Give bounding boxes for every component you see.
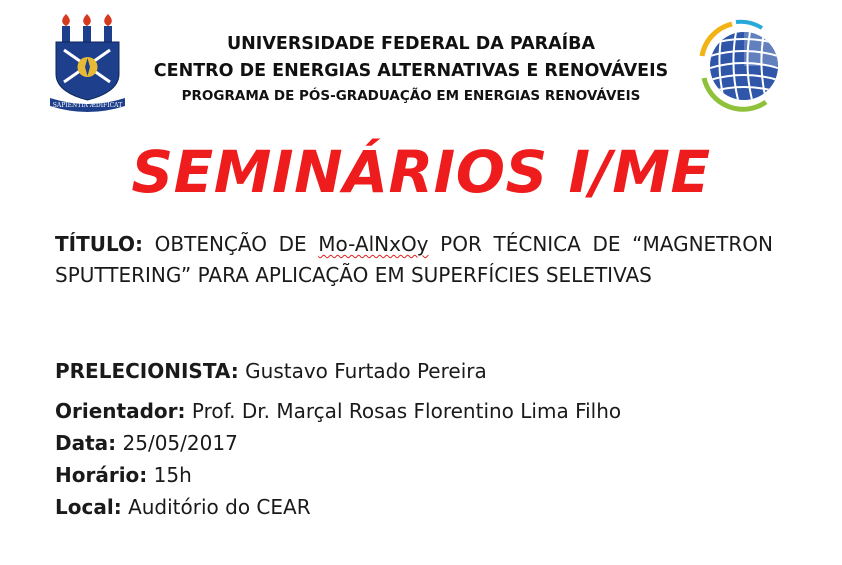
- speaker-row: [55, 359, 487, 383]
- time-row: [55, 463, 192, 487]
- title-text-post: POR TÉCNICA DE “MAGNETRON SPUTTERING” PARA APLICAÇÃO EM SUPERFÍCIES SELETIVAS: [55, 232, 773, 287]
- title-text-pre: OBTENÇÃO DE: [154, 232, 319, 256]
- logo-motto: SAPIENTIA ÆDIFICAT: [52, 102, 123, 109]
- university-name: UNIVERSIDADE FEDERAL DA PARAÍBA: [226, 34, 596, 54]
- date-value: 25/05/2017: [122, 431, 238, 455]
- advisor-name: Prof. Dr. Marçal Rosas Florentino Lima Filho: [191, 399, 622, 423]
- time-label: Horário:: [55, 463, 148, 487]
- globe-logo: [692, 16, 788, 112]
- ufpb-crest-logo: [50, 12, 125, 112]
- advisor-row: [55, 399, 621, 423]
- place-label: Local:: [55, 495, 122, 519]
- event-title: SEMINÁRIOS I/ME: [131, 138, 711, 206]
- program-name: PROGRAMA DE PÓS-GRADUAÇÃO EM ENERGIAS RENOVÁVEIS: [181, 88, 641, 104]
- place-row: [55, 495, 311, 519]
- torch-icon: [62, 14, 112, 44]
- date-row: [55, 431, 238, 455]
- title-label: TÍTULO:: [55, 232, 143, 256]
- advisor-label: Orientador:: [55, 399, 186, 423]
- place-value: Auditório do CEAR: [128, 495, 311, 519]
- title-material: Mo-AlNxOy: [318, 232, 429, 256]
- speaker-label: PRELECIONISTA:: [55, 359, 239, 383]
- talk-title-block: [55, 229, 773, 291]
- time-value: 15h: [153, 463, 192, 487]
- date-label: Data:: [55, 431, 117, 455]
- center-name: CENTRO DE ENERGIAS ALTERNATIVAS E RENOVÁVEIS: [153, 61, 669, 81]
- speaker-name: Gustavo Furtado Pereira: [245, 359, 487, 383]
